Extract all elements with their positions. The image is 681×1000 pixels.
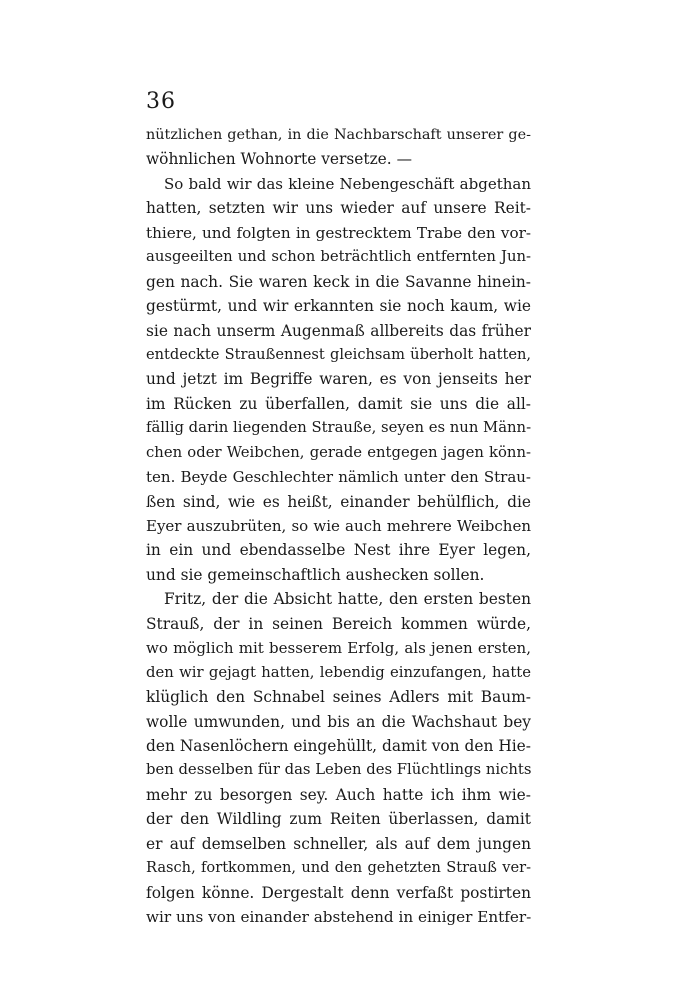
text-line: Rasch, fortkommen, und den gehetzten Strauß ver- — [146, 859, 531, 877]
text-line: wolle umwunden, und bis an die Wachshaut bey — [146, 712, 531, 731]
text-line: hatten, setzten wir uns wieder auf unsere Reit- — [146, 199, 531, 218]
text-line: wo möglich mit besserem Erfolg, als jenen ersten, — [146, 639, 531, 658]
text-line: und jetzt im Begriffe waren, es von jenseits her — [146, 370, 531, 389]
body-text — [146, 123, 531, 929]
text-line: mehr zu besorgen sey. Auch hatte ich ihm wie- — [146, 785, 531, 804]
text-line: folgen könne. Dergestalt denn verfaßt postirten — [146, 883, 531, 902]
text-line: wöhnlichen Wohnorte versetze. — — [146, 150, 412, 169]
text-line: und sie gemeinschaftlich aushecken sollen. — [146, 565, 485, 584]
page-number: 36 — [146, 89, 176, 114]
text-line: in ein und ebendasselbe Nest ihre Eyer legen, — [146, 541, 531, 560]
text-line: ausgeeilten und schon beträchtlich entfernten Jun- — [146, 248, 531, 266]
text-line: im Rücken zu überfallen, damit sie uns die all- — [146, 394, 531, 413]
text-line: ten. Beyde Geschlechter nämlich unter den Strau- — [146, 468, 531, 487]
text-line: Eyer auszubrüten, so wie auch mehrere Weibchen — [146, 517, 531, 535]
text-line: gestürmt, und wir erkannten sie noch kaum, wie — [146, 297, 531, 316]
text-line: der den Wildling zum Reiten überlassen, damit — [146, 810, 531, 829]
text-line: den Nasenlöchern eingehüllt, damit von den Hie- — [146, 736, 531, 755]
text-line: fällig darin liegenden Strauße, seyen es nun Männ- — [146, 419, 532, 437]
text-line: gen nach. Sie waren keck in die Savanne hinein- — [146, 272, 531, 291]
text-line: den wir gejagt hatten, lebendig einzufangen, hatte — [146, 663, 531, 681]
text-line: ßen sind, wie es heißt, einander behülflich, die — [146, 492, 531, 511]
text-line: nützlichen gethan, in die Nachbarschaft unserer ge- — [146, 127, 531, 143]
text-line: entdeckte Straußennest gleichsam überholt hatten, — [146, 345, 531, 363]
text-line: er auf demselben schneller, als auf dem jungen — [146, 834, 531, 853]
text-line: wir uns von einander abstehend in einiger Entfer- — [146, 908, 532, 926]
text-line: klüglich den Schnabel seines Adlers mit Baum- — [146, 688, 531, 707]
text-line: Strauß, der in seinen Bereich kommen würde, — [146, 614, 531, 633]
text-line: chen oder Weibchen, gerade entgegen jagen könn- — [146, 443, 531, 461]
text-line: thiere, und folgten in gestrecktem Trabe den vor- — [146, 223, 531, 242]
text-line: sie nach unserm Augenmaß allbereits das früher — [146, 321, 531, 340]
text-line: So bald wir das kleine Nebengeschäft abgethan — [164, 174, 531, 193]
text-line: Fritz, der die Absicht hatte, den ersten besten — [164, 590, 531, 609]
text-line: ben desselben für das Leben des Flüchtlings nichts — [146, 761, 532, 779]
